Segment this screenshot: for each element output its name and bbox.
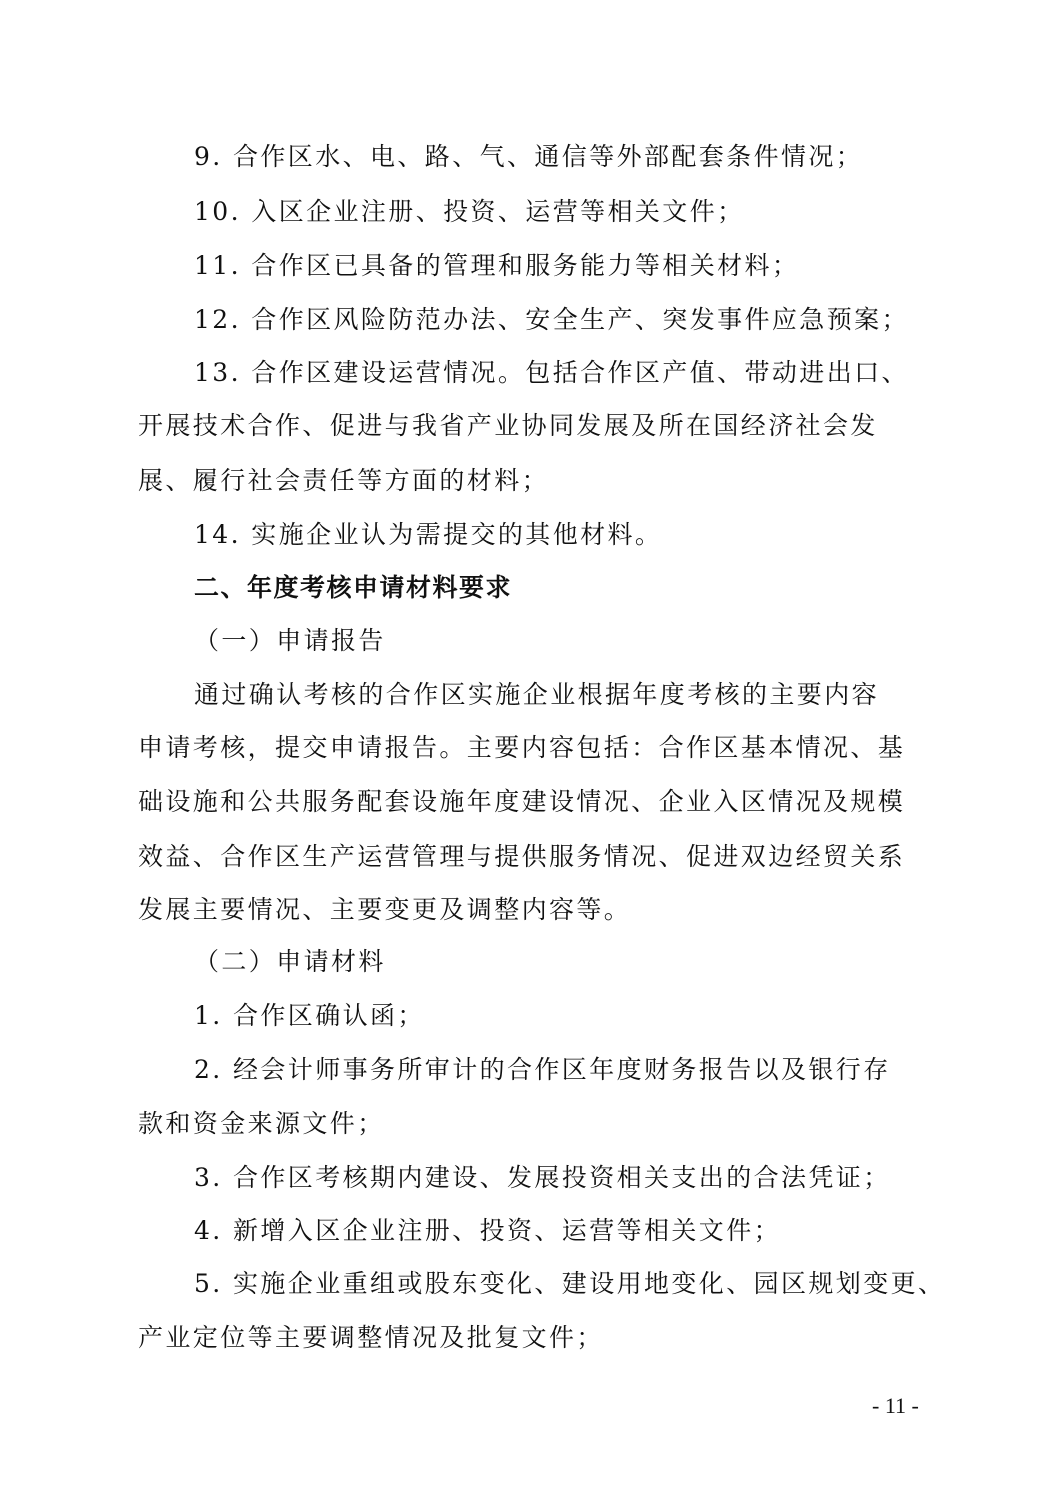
subheading-application-report: （一）申请报告 <box>194 626 386 655</box>
report-paragraph-line-4: 效益、合作区生产运营管理与提供服务情况、促进双边经贸关系 <box>138 842 906 871</box>
list-item-14: 14. 实施企业认为需提交的其他材料。 <box>194 520 663 549</box>
list-item-12: 12. 合作区风险防范办法、安全生产、突发事件应急预案； <box>194 305 909 334</box>
list-item-13-line-1: 13. 合作区建设运营情况。包括合作区产值、带动进出口、 <box>194 358 909 387</box>
report-paragraph-line-3: 础设施和公共服务配套设施年度建设情况、企业入区情况及规模 <box>138 787 906 816</box>
material-item-2-line-1: 2. 经会计师事务所审计的合作区年度财务报告以及银行存 <box>194 1055 891 1084</box>
list-item-9: 9. 合作区水、电、路、气、通信等外部配套条件情况； <box>194 142 864 171</box>
list-item-10: 10. 入区企业注册、投资、运营等相关文件； <box>194 197 745 226</box>
material-item-3: 3. 合作区考核期内建设、发展投资相关支出的合法凭证； <box>194 1163 891 1192</box>
page-number: - 11 - <box>872 1393 919 1418</box>
material-item-5-line-2: 产业定位等主要调整情况及批复文件； <box>138 1323 604 1352</box>
section-heading-2: 二、年度考核申请材料要求 <box>194 573 513 602</box>
list-item-13-line-2: 开展技术合作、促进与我省产业协同发展及所在国经济社会发 <box>138 411 878 440</box>
subheading-application-materials: （二）申请材料 <box>194 947 386 976</box>
material-item-4: 4. 新增入区企业注册、投资、运营等相关文件； <box>194 1216 782 1245</box>
material-item-2-line-2: 款和资金来源文件； <box>138 1109 385 1138</box>
report-paragraph-line-5: 发展主要情况、主要变更及调整内容等。 <box>138 895 632 924</box>
report-paragraph-line-2: 申请考核，提交申请报告。主要内容包括：合作区基本情况、基 <box>138 733 906 762</box>
list-item-13-line-3: 展、履行社会责任等方面的材料； <box>138 466 550 495</box>
material-item-5-line-1: 5. 实施企业重组或股东变化、建设用地变化、园区规划变更、 <box>194 1269 946 1298</box>
material-item-1: 1. 合作区确认函； <box>194 1001 425 1030</box>
list-item-11: 11. 合作区已具备的管理和服务能力等相关材料； <box>194 251 800 280</box>
report-paragraph-line-1: 通过确认考核的合作区实施企业根据年度考核的主要内容 <box>194 680 880 709</box>
